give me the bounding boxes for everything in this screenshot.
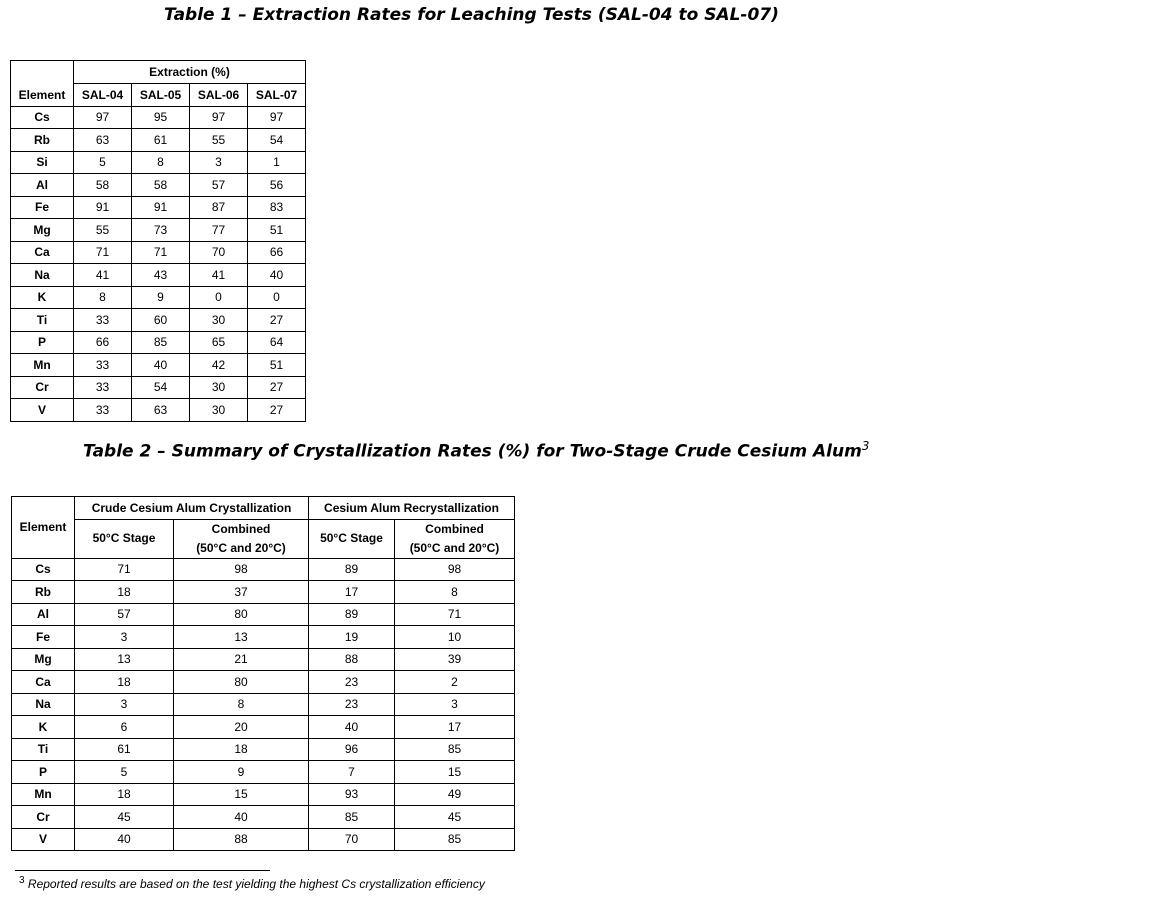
value-cell: 39 [395, 648, 515, 671]
value-cell: 33 [74, 354, 132, 377]
value-cell: 18 [75, 783, 174, 806]
table2-crystallization-rates [11, 496, 515, 851]
value-cell: 21 [174, 648, 309, 671]
value-cell: 91 [132, 196, 190, 219]
value-cell: 49 [395, 783, 515, 806]
value-cell: 70 [190, 241, 248, 264]
element-cell: Ca [11, 241, 74, 264]
table1-col-header: SAL-04 [74, 84, 132, 107]
element-cell: K [11, 286, 74, 309]
value-cell: 27 [248, 309, 306, 332]
value-cell: 13 [174, 626, 309, 649]
value-cell: 8 [395, 581, 515, 604]
value-cell: 40 [132, 354, 190, 377]
value-cell: 23 [309, 671, 395, 694]
table2-title-footnote-marker: 3 [861, 439, 870, 453]
table2-group-header-crude: Crude Cesium Alum Crystallization [75, 497, 309, 520]
table-row [12, 648, 515, 671]
combined-line2: (50°C and 20°C) [196, 540, 286, 555]
table1-col-header: SAL-05 [132, 84, 190, 107]
element-cell: K [12, 716, 75, 739]
element-cell: Rb [12, 581, 75, 604]
value-cell: 85 [309, 806, 395, 829]
value-cell: 13 [75, 648, 174, 671]
value-cell: 18 [75, 671, 174, 694]
table-row [11, 286, 306, 309]
value-cell: 5 [74, 151, 132, 174]
value-cell: 51 [248, 219, 306, 242]
element-cell: Al [11, 174, 74, 197]
element-cell: Na [12, 693, 75, 716]
table2-title [83, 439, 869, 462]
value-cell: 85 [132, 331, 190, 354]
value-cell: 51 [248, 354, 306, 377]
value-cell: 33 [74, 376, 132, 399]
element-cell: Ti [11, 309, 74, 332]
value-cell: 8 [74, 286, 132, 309]
table1-body [11, 106, 306, 421]
table-row [11, 219, 306, 242]
element-cell: Cs [12, 558, 75, 581]
value-cell: 98 [395, 558, 515, 581]
value-cell: 88 [174, 828, 309, 851]
table-row [12, 603, 515, 626]
element-cell: Ti [12, 738, 75, 761]
table-row [11, 241, 306, 264]
element-cell: P [12, 761, 75, 784]
table-row [11, 264, 306, 287]
value-cell: 9 [174, 761, 309, 784]
table-row [12, 581, 515, 604]
value-cell: 3 [75, 693, 174, 716]
table1-corner-cell [11, 61, 74, 84]
value-cell: 18 [174, 738, 309, 761]
value-cell: 89 [309, 558, 395, 581]
table-row [11, 331, 306, 354]
table1-extraction-rates [10, 60, 306, 422]
combined-line1: Combined [425, 521, 484, 536]
table-row [11, 354, 306, 377]
value-cell: 61 [75, 738, 174, 761]
table-row [12, 738, 515, 761]
value-cell: 40 [174, 806, 309, 829]
value-cell: 40 [248, 264, 306, 287]
value-cell: 8 [174, 693, 309, 716]
value-cell: 70 [309, 828, 395, 851]
value-cell: 96 [309, 738, 395, 761]
table-row [11, 129, 306, 152]
table-row [12, 626, 515, 649]
value-cell: 3 [190, 151, 248, 174]
table-row [12, 806, 515, 829]
table-row [12, 693, 515, 716]
value-cell: 93 [309, 783, 395, 806]
element-cell: V [12, 828, 75, 851]
table2-body [12, 558, 515, 851]
value-cell: 55 [74, 219, 132, 242]
element-cell: Cr [11, 376, 74, 399]
element-cell: Al [12, 603, 75, 626]
table2-col-header-combined [174, 519, 309, 558]
value-cell: 57 [190, 174, 248, 197]
value-cell: 91 [74, 196, 132, 219]
value-cell: 89 [309, 603, 395, 626]
value-cell: 8 [132, 151, 190, 174]
table-row [11, 196, 306, 219]
value-cell: 85 [395, 828, 515, 851]
value-cell: 45 [75, 806, 174, 829]
element-cell: Fe [11, 196, 74, 219]
value-cell: 58 [132, 174, 190, 197]
value-cell: 2 [395, 671, 515, 694]
element-cell: Cs [11, 106, 74, 129]
table1-col-header: SAL-06 [190, 84, 248, 107]
table1-col-header-element: Element [11, 84, 74, 107]
value-cell: 23 [309, 693, 395, 716]
table-row [12, 783, 515, 806]
value-cell: 6 [75, 716, 174, 739]
table2-group-header-recrystallization: Cesium Alum Recrystallization [309, 497, 515, 520]
element-cell: Fe [12, 626, 75, 649]
value-cell: 71 [132, 241, 190, 264]
value-cell: 64 [248, 331, 306, 354]
value-cell: 95 [132, 106, 190, 129]
footnote-marker: 3 [19, 875, 25, 886]
footnote [19, 875, 485, 891]
value-cell: 85 [395, 738, 515, 761]
value-cell: 61 [132, 129, 190, 152]
value-cell: 18 [75, 581, 174, 604]
table-row [11, 151, 306, 174]
value-cell: 30 [190, 376, 248, 399]
value-cell: 63 [132, 399, 190, 422]
value-cell: 43 [132, 264, 190, 287]
combined-line2: (50°C and 20°C) [409, 540, 500, 555]
value-cell: 33 [74, 309, 132, 332]
value-cell: 33 [74, 399, 132, 422]
value-cell: 17 [395, 716, 515, 739]
value-cell: 40 [75, 828, 174, 851]
value-cell: 56 [248, 174, 306, 197]
value-cell: 30 [190, 309, 248, 332]
value-cell: 10 [395, 626, 515, 649]
value-cell: 5 [75, 761, 174, 784]
value-cell: 20 [174, 716, 309, 739]
value-cell: 77 [190, 219, 248, 242]
value-cell: 60 [132, 309, 190, 332]
value-cell: 63 [74, 129, 132, 152]
element-cell: Cr [12, 806, 75, 829]
table-row [12, 716, 515, 739]
table-row [12, 671, 515, 694]
table2-title-text: Table 2 – Summary of Crystallization Rates (%) for Two-Stage Crude Cesium Alum [83, 441, 862, 462]
table-row [11, 399, 306, 422]
value-cell: 71 [74, 241, 132, 264]
table-row [11, 309, 306, 332]
value-cell: 42 [190, 354, 248, 377]
value-cell: 73 [132, 219, 190, 242]
value-cell: 30 [190, 399, 248, 422]
table-row [12, 761, 515, 784]
value-cell: 7 [309, 761, 395, 784]
table1-title: Table 1 – Extraction Rates for Leaching Tests (SAL-04 to SAL-07) [164, 5, 779, 25]
value-cell: 58 [74, 174, 132, 197]
value-cell: 66 [248, 241, 306, 264]
combined-line1: Combined [211, 521, 271, 536]
table2-col-header-50c-stage: 50°C Stage [75, 519, 174, 558]
value-cell: 15 [395, 761, 515, 784]
value-cell: 98 [174, 558, 309, 581]
table-row [11, 174, 306, 197]
value-cell: 0 [190, 286, 248, 309]
value-cell: 87 [190, 196, 248, 219]
value-cell: 97 [248, 106, 306, 129]
value-cell: 17 [309, 581, 395, 604]
value-cell: 65 [190, 331, 248, 354]
value-cell: 1 [248, 151, 306, 174]
table2-col-header-50c-stage: 50°C Stage [309, 519, 395, 558]
value-cell: 88 [309, 648, 395, 671]
value-cell: 41 [74, 264, 132, 287]
element-cell: Mn [12, 783, 75, 806]
value-cell: 80 [174, 603, 309, 626]
element-cell: V [11, 399, 74, 422]
value-cell: 0 [248, 286, 306, 309]
value-cell: 97 [74, 106, 132, 129]
element-cell: Mg [12, 648, 75, 671]
table2-col-header-combined [395, 519, 515, 558]
value-cell: 3 [75, 626, 174, 649]
element-cell: Na [11, 264, 74, 287]
element-cell: P [11, 331, 74, 354]
value-cell: 55 [190, 129, 248, 152]
value-cell: 15 [174, 783, 309, 806]
value-cell: 40 [309, 716, 395, 739]
value-cell: 97 [190, 106, 248, 129]
value-cell: 54 [132, 376, 190, 399]
value-cell: 54 [248, 129, 306, 152]
table1-group-header: Extraction (%) [74, 61, 306, 84]
value-cell: 71 [75, 558, 174, 581]
value-cell: 66 [74, 331, 132, 354]
table-row [11, 376, 306, 399]
table-row [12, 828, 515, 851]
element-cell: Mn [11, 354, 74, 377]
value-cell: 83 [248, 196, 306, 219]
table2-col-header-element: Element [12, 497, 75, 559]
element-cell: Mg [11, 219, 74, 242]
value-cell: 45 [395, 806, 515, 829]
element-cell: Si [11, 151, 74, 174]
value-cell: 19 [309, 626, 395, 649]
element-cell: Rb [11, 129, 74, 152]
value-cell: 27 [248, 399, 306, 422]
value-cell: 3 [395, 693, 515, 716]
element-cell: Ca [12, 671, 75, 694]
value-cell: 71 [395, 603, 515, 626]
value-cell: 9 [132, 286, 190, 309]
footnote-text: Reported results are based on the test yielding the highest Cs crystallization efficiency [27, 877, 485, 891]
table1-col-header: SAL-07 [248, 84, 306, 107]
value-cell: 80 [174, 671, 309, 694]
value-cell: 37 [174, 581, 309, 604]
value-cell: 41 [190, 264, 248, 287]
table-row [12, 558, 515, 581]
value-cell: 27 [248, 376, 306, 399]
table-row [11, 106, 306, 129]
footnote-divider [15, 870, 270, 871]
value-cell: 57 [75, 603, 174, 626]
